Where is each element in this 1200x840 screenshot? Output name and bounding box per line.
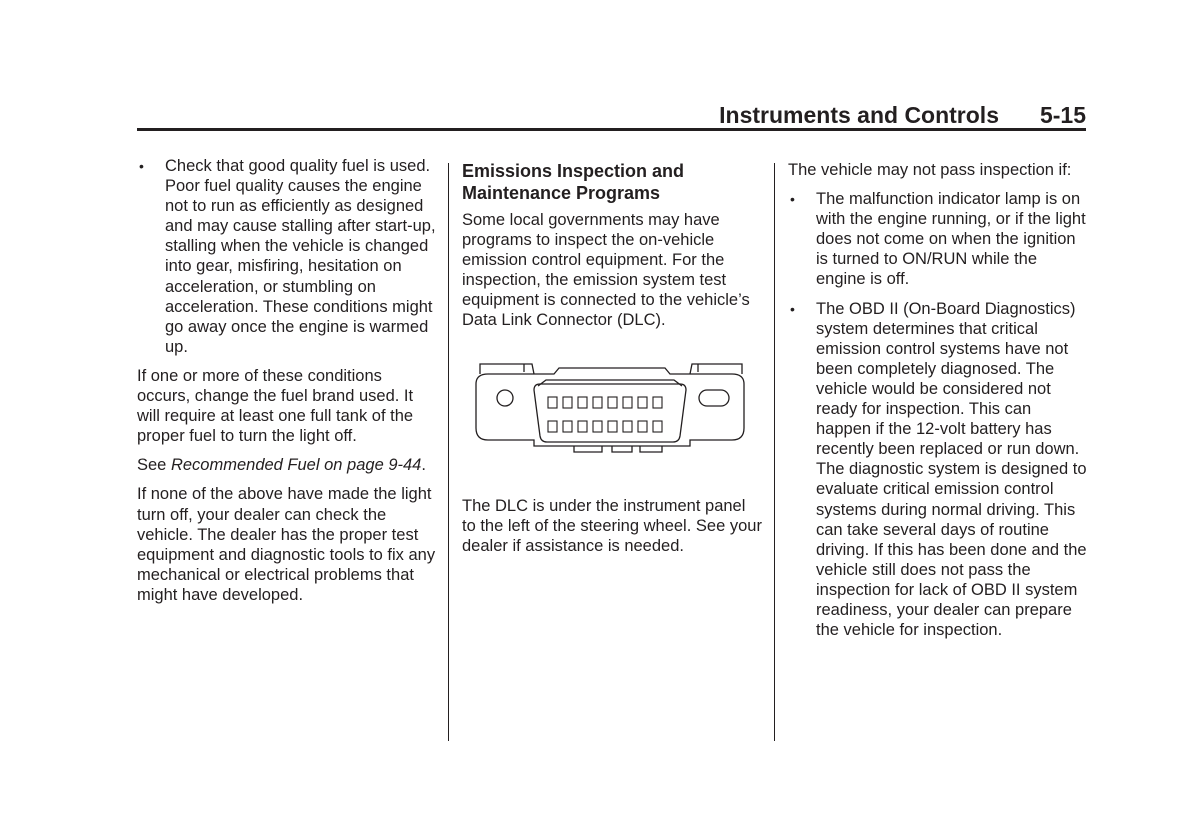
column-2 <box>462 160 762 565</box>
section-title: Instruments and Controls <box>719 102 999 128</box>
column-divider-1 <box>448 163 449 741</box>
bullet-icon: • <box>790 191 795 208</box>
column-1 <box>137 156 437 614</box>
section-heading: Emissions Inspection and Maintenance Programs <box>462 161 685 203</box>
header-rule <box>137 128 1086 131</box>
bullet-icon: • <box>139 158 144 174</box>
paragraph: If one or more of these conditions occurs, change the fuel brand used. It will require at least one full tank of the proper fuel to turn the light off. <box>137 366 414 446</box>
page-header <box>137 100 1086 130</box>
bullet-item <box>788 189 1088 289</box>
bullet-item <box>788 299 1088 641</box>
see-reference <box>137 455 437 475</box>
dlc-connector-illustration <box>462 356 762 471</box>
see-suffix: . <box>421 456 426 475</box>
bullet-text: The OBD II (On-Board Diagnostics) system determines that critical emission control systems have not been completely diagnosed. The vehicle would be considered not ready for inspection. This can happen if the 12-volt battery has recently been replaced or run down. The diagnostic system is designed to evaluate critical emission control systems during normal driving. This can take several days of routine driving. If this has been done and the vehicle still does not pass the inspection for lack of OBD II system readiness, your dealer can prepare the vehicle for inspection. <box>816 299 1087 640</box>
paragraph: The DLC is under the instrument panel to the left of the steering wheel. See your dealer if assistance is needed. <box>462 496 762 555</box>
bullet-icon: • <box>790 300 795 317</box>
bullet-text: The malfunction indicator lamp is on with the engine running, or if the light does not come on when the ignition is turned to ON/RUN while the engine is off. <box>816 190 1086 289</box>
cross-reference-link[interactable]: Recommended Fuel on page 9-44 <box>170 456 422 475</box>
column-3 <box>788 160 1088 649</box>
bullet-text: Check that good quality fuel is used. Poor fuel quality causes the engine not to run as efficiently as designed and may cause stalling after start-up, stalling when the vehicle is changed into gear, misfiring, hesitation on acceleration, or stumbling on acceleration. These conditions might go away once the engine is warmed up. <box>165 157 436 356</box>
paragraph: If none of the above have made the light turn off, your dealer can check the vehicle. The dealer has the proper test equipment and diagnostic tools to fix any mechanical or electrical problems that might have developed. <box>137 485 436 604</box>
page-number: 5-15 <box>1039 102 1086 128</box>
paragraph: The vehicle may not pass inspection if: <box>788 161 1072 179</box>
paragraph: Some local governments may have programs to inspect the on-vehicle emission control equipment. For the inspection, the emission system test equipment is connected to the vehicle’s Data Link Connector (DLC). <box>462 211 750 330</box>
column-divider-2 <box>774 163 775 741</box>
see-prefix: See <box>137 456 171 475</box>
bullet-item <box>137 156 437 357</box>
